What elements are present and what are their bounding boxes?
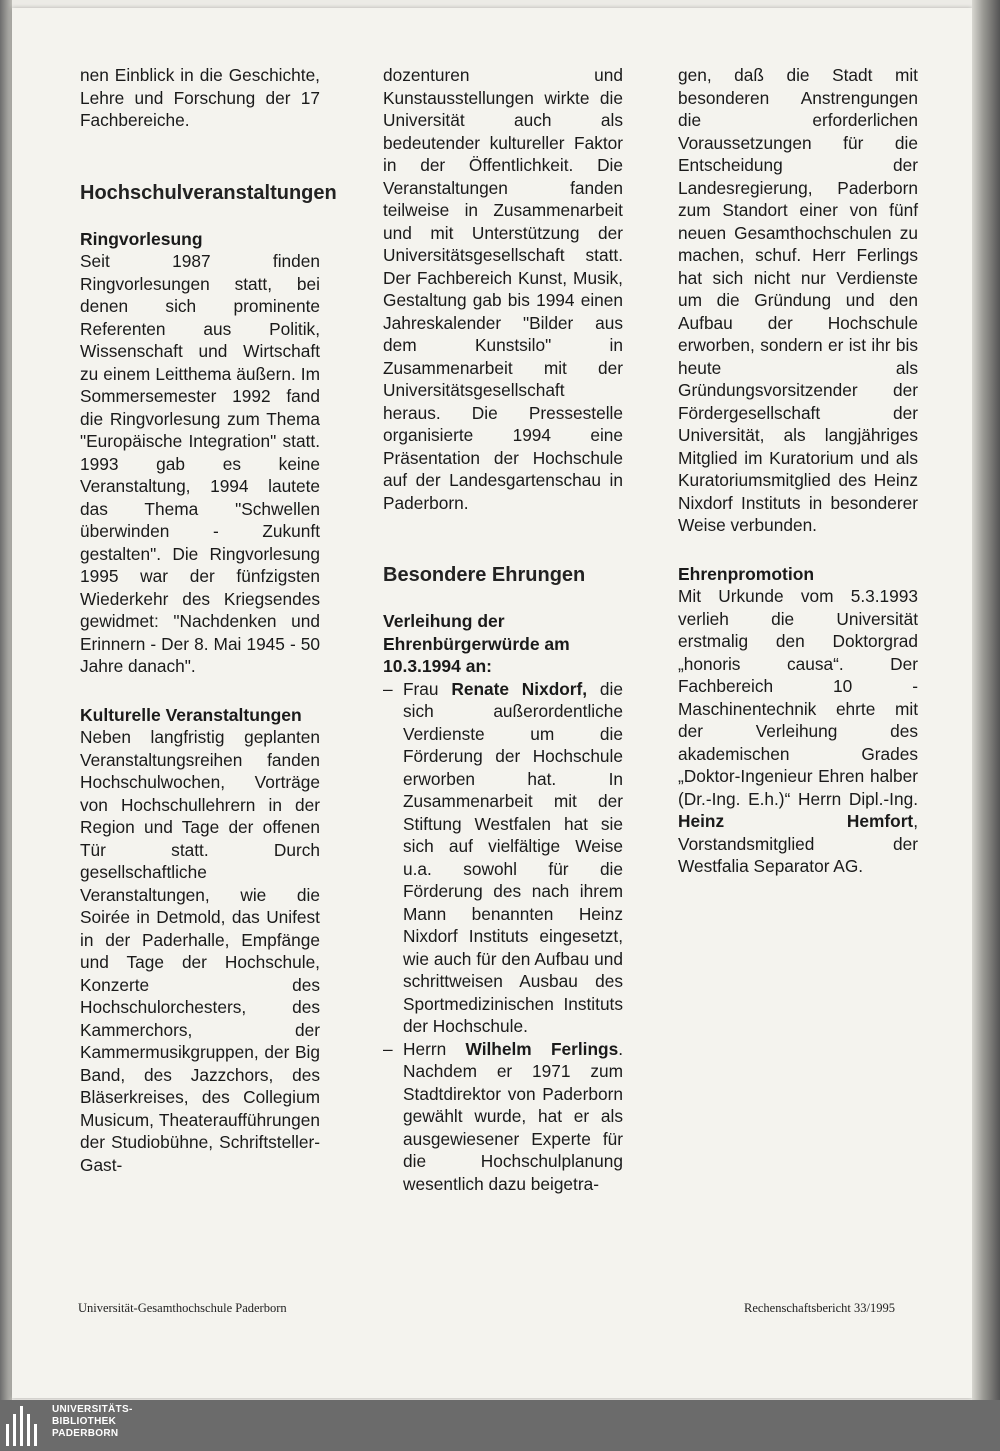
footer-institution: Universität-Gesamthochschule Paderborn: [78, 1301, 287, 1315]
ehrenpromotion-text: Mit Urkunde vom 5.3.1993 verlieh die Universität erstmalig den Doktorgrad „honoris causa“. Der Fachbereich 10 - Maschinentechnik ehrte mit der Verleihung des akademischen Grades „Doktor-Ingenieur Ehren halber (Dr.-Ing. E.h.)“ Herrn Dipl.-Ing. Heinz Hemfort, Vorstandsmitglied der Westfalia Separator AG.: [678, 586, 918, 876]
heading-ehrenpromotion: Ehrenpromotion: [678, 563, 815, 584]
honoree-name: Heinz Hemfort: [678, 811, 914, 831]
page-left-edge: [0, 0, 12, 1400]
kulturelle-veranstaltungen-text: Neben langfristig geplanten Veranstaltungsreihen fanden Hochschulwochen, Vorträge von Hochschullehrern in der Region und Tage der offenen Tür statt. Durch gesellschaftliche Veranstaltungen, wie die Soirée in Detmold, das Unifest in der Paderhalle, Empfänge und Tage der Hochschule, Konzerte des Hochschulorchesters, des Kammerchors, der Kammermusikgruppen, der Big Band, des Jazzchors, des Bläserkreises, des Collegium Musicum, Theateraufführungen der Studiobühne, Schriftsteller-Gast-: [80, 727, 320, 1175]
heading-kulturelle-veranstaltungen: Kulturelle Veranstaltungen: [80, 704, 302, 725]
ringvorlesung-text: Seit 1987 finden Ringvorlesungen statt, bei denen sich prominente Referenten aus Politik, Wissenschaft und Wirtschaft zu einem Leitthema äußern. Im Sommersemester 1992 fand die Ringvorlesung zum Thema "Europäische Integration" statt. 1993 gab es keine Veranstaltung, 1994 lautete das Thema "Schwellen überwinden - Zukunft gestalten". Die Ringvorlesung 1995 war der fünfzigsten Wiederkehr des Kriegsendes gewidmet: "Nachdenken und Erinnern - Der 8. Mai 1945 - 50 Jahre danach".: [80, 251, 320, 676]
continued-text: dozenturen und Kunstausstellungen wirkte die Universität auch als bedeutender kultureller Faktor in der Öffentlichkeit. Die Veranstaltungen fanden teilweise in Zusammenarbeit und mit Unterstützung der Universitätsgesellschaft statt. Der Fachbereich Kunst, Musik, Gestaltung gab bis 1994 einen Jahreskalender "Bilder aus dem Kunstsilo" in Zusammenarbeit mit der Universitätsgesellschaft heraus. Die Pressestelle organisierte 1994 eine Präsentation der Hochschule auf der Landesgartenschau in Paderborn.: [383, 65, 623, 513]
footer-report: Rechenschaftsbericht 33/1995: [744, 1301, 895, 1315]
honoree-name: Renate Nixdorf,: [451, 678, 588, 699]
intro-text: nen Einblick in die Geschichte, Lehre und Forschung der 17 Fachbereiche.: [80, 65, 320, 130]
column-3: [678, 64, 918, 878]
column-2: [383, 64, 623, 1195]
heading-ringvorlesung: Ringvorlesung: [80, 228, 203, 249]
library-logo-text: UNIVERSITÄTS- BIBLIOTHEK PADERBORN: [52, 1404, 133, 1439]
section-title-besondere-ehrungen: Besondere Ehrungen: [383, 564, 586, 586]
column-1: [80, 64, 337, 1176]
honorees-list: [383, 678, 623, 1196]
continued-text: gen, daß die Stadt mit besonderen Anstrengungen die erforderlichen Voraussetzungen für die Entscheidung der Landesregierung, Paderborn zum Standort einer von fünf neuen Gesamthochschulen zu machen, schuf. Herr Ferlings hat sich nicht nur Verdienste um die Gründung und den Aufbau der Hochschule erworben, sondern er ist ihr bis heute als Gründungsvorsitzender der Fördergesellschaft der Universität, als langjähriges Mitglied im Kuratorium und als Kuratoriumsmitglied des Heinz Nixdorf Instituts in besonderer Weise verbunden.: [678, 65, 918, 535]
honoree-name: Wilhelm Ferlings: [465, 1038, 619, 1059]
section-title-hochschulveranstaltungen: Hochschulveranstaltungen: [80, 181, 337, 204]
library-footer-bar: [0, 1400, 1000, 1451]
page-right-edge: [972, 0, 1000, 1400]
list-item: – Herrn Wilhelm Ferlings. Nachdem er 1971 zum Stadtdirektor von Paderborn gewählt wurde, hat er als ausgewiesener Experte für die Hochschulplanung wesentlich dazu beigetra-: [383, 1038, 623, 1196]
library-logo-icon: [6, 1406, 44, 1446]
list-item: – Frau Renate Nixdorf, die sich außerordentliche Verdienste um die Förderung der Hochschule erworben hat. In Zusammenarbeit mit der Stiftung Westfalen hat sie sich auf vielfältige Weise u.a. sowohl für die Förderung des nach ihrem Mann benannten Heinz Nixdorf Instituts eingesetzt, wie auch für den Aufbau und schrittweisen Ausbau des Sportmedizinischen Instituts der Hochschule.: [383, 678, 623, 1038]
heading-ehrenbuergerwuerde: Verleihung der Ehrenbürgerwürde am 10.3.1994 an:: [383, 611, 570, 676]
